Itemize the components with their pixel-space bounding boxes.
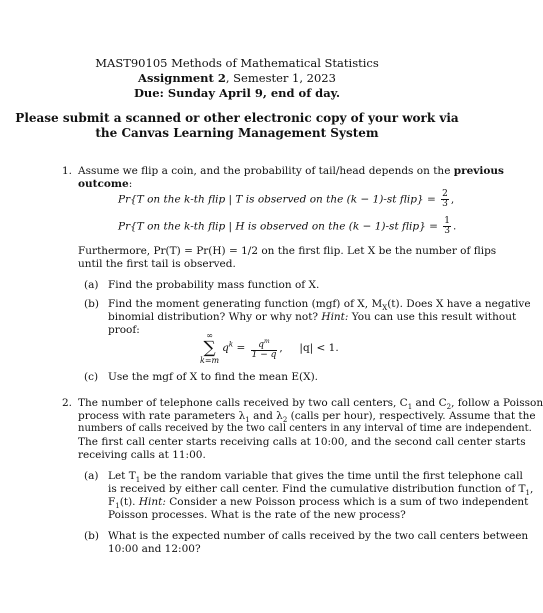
q1-equation-1 — [118, 190, 454, 209]
q1-intro-bold: previous — [453, 165, 504, 177]
q1b-line2 — [108, 310, 516, 324]
eq1-lhs: Pr{T on the k-th flip | T is observed on the (k − 1)-st flip} = — [118, 193, 436, 206]
eq1-end: , — [450, 193, 455, 206]
q1b-sub: X — [382, 304, 388, 313]
q2a-l3-t: (t). — [119, 496, 139, 508]
q2-l1-sub2: 2 — [446, 403, 452, 412]
q1c-text: Use the mgf of X to find the mean E(X). — [108, 371, 319, 383]
q2a-l3-end: Consider a new Poisson process which is a sum of two independent — [165, 496, 529, 508]
sum-num-base: q — [258, 339, 265, 350]
sum-term-exp: k — [228, 340, 234, 349]
eq1-den: 3 — [442, 199, 448, 209]
q2a-l1-sub: 1 — [135, 476, 141, 485]
q2b-line1: What is the expected number of calls received by the two call centers between — [108, 530, 529, 542]
sum-sigma: ∑ — [203, 338, 216, 358]
eq2-den: 3 — [444, 226, 450, 236]
sum-num-exp: m — [264, 337, 270, 345]
q2a-l2-text: is received by either call center. Find the cumulative distribution function of T — [108, 483, 526, 495]
q2a-l2-end: , — [530, 483, 534, 495]
q2-l2-sub1: 1 — [245, 416, 250, 425]
assignment-line — [0, 71, 474, 86]
q1b-line1-text: Find the moment generating function (mgf) of X, M — [108, 298, 383, 310]
submission-notice-line1: Please submit a scanned or other electronic copy of your work via — [15, 111, 459, 125]
q1-intro-line2 — [78, 177, 132, 191]
q1-outcome-bold: outcome — [78, 178, 129, 190]
q2a-l2-sub: 1 — [525, 489, 531, 498]
q1-equation-2 — [118, 217, 456, 236]
q2-line4: The first call center starts receiving calls at 10:00, and the second call center starts — [78, 436, 526, 448]
q2-number: 2. — [62, 397, 73, 409]
sum-lower: k=m — [200, 356, 220, 365]
q1-colon: : — [128, 178, 133, 190]
sum-fraction — [251, 337, 278, 360]
q2a-l3-f: F — [108, 496, 116, 508]
q1b-line1-end: (t). Does X have a negative — [387, 298, 531, 310]
q2-l1-mid: and C — [412, 397, 447, 409]
eq2-num: 1 — [444, 216, 450, 226]
q1-furthermore-line1: Furthermore, Pr(T) = Pr(H) = 1/2 on the first flip. Let X be the number of flips — [78, 245, 497, 257]
eq2-fraction — [443, 217, 451, 236]
q2-l1-end: , follow a Poisson — [451, 397, 543, 409]
course-title: MAST90105 Methods of Mathematical Statistics — [95, 56, 379, 70]
q2-l2-end: (calls per hour), respectively. Assume that the — [287, 410, 536, 422]
eq2-end: . — [453, 220, 457, 233]
summation — [200, 331, 219, 365]
q1b-hint: Hint: — [321, 311, 349, 323]
assignment-number: Assignment 2 — [138, 71, 226, 85]
q1b-line2-end: You can use this result without — [348, 311, 517, 323]
sum-condition: , |q| < 1. — [279, 342, 339, 354]
q1a-label: (a) — [84, 279, 99, 291]
q2a-label: (a) — [84, 470, 99, 482]
sum-term: q — [222, 342, 229, 354]
submission-notice-line2: the Canvas Learning Management System — [95, 126, 379, 140]
semester: , Semester 1, 2023 — [225, 71, 336, 85]
eq1-num: 2 — [442, 189, 448, 199]
q2a-l1-text: Let T — [108, 470, 136, 482]
q1a-text: Find the probability mass function of X. — [108, 279, 320, 291]
q2-line5: receiving calls at 11:00. — [78, 449, 206, 461]
eq2-lhs: Pr{T on the k-th flip | H is observed on the (k − 1)-st flip} = — [118, 220, 438, 233]
q1-number: 1. — [62, 165, 73, 177]
q2b-line2: 10:00 and 12:00? — [108, 543, 201, 555]
q2a-l3-sub: 1 — [115, 502, 120, 511]
due-date: Due: Sunday April 9, end of day. — [133, 86, 341, 100]
q2-l2-sub2: 2 — [282, 416, 288, 425]
q1c-label: (c) — [84, 371, 99, 383]
sum-equals: = — [236, 342, 246, 354]
sum-upper: ∞ — [206, 331, 213, 340]
q2-line3: numbers of calls received by the two call centers in any interval of time are independent. — [78, 423, 532, 434]
sum-den: 1 − q — [251, 349, 277, 360]
q1-intro-line1 — [78, 164, 504, 178]
q1b-line2-text: binomial distribution? Why or why not? — [108, 311, 322, 323]
q2a-hint: Hint: — [138, 496, 166, 508]
eq1-fraction — [441, 190, 449, 209]
q2-l2-mid: and λ — [249, 410, 283, 422]
sum-num — [251, 337, 278, 351]
q2a-line4: Poisson processes. What is the rate of the new process? — [108, 509, 406, 521]
q1b-label: (b) — [84, 298, 99, 310]
q2b-label: (b) — [84, 530, 99, 542]
q1-furthermore-line2: until the first tail is observed. — [78, 258, 236, 270]
q1b-line3: proof: — [108, 324, 140, 336]
q2-l1-text: The number of telephone calls received by two call centers, C — [78, 397, 408, 409]
q2a-l1-end: be the random variable that gives the time until the first telephone call — [140, 470, 523, 482]
q2-l1-sub1: 1 — [407, 403, 413, 412]
q2-l2-text: process with rate parameters λ — [78, 410, 246, 422]
q1-intro-text: Assume we flip a coin, and the probability of tail/head depends on the — [78, 165, 454, 177]
series-formula — [200, 331, 339, 365]
